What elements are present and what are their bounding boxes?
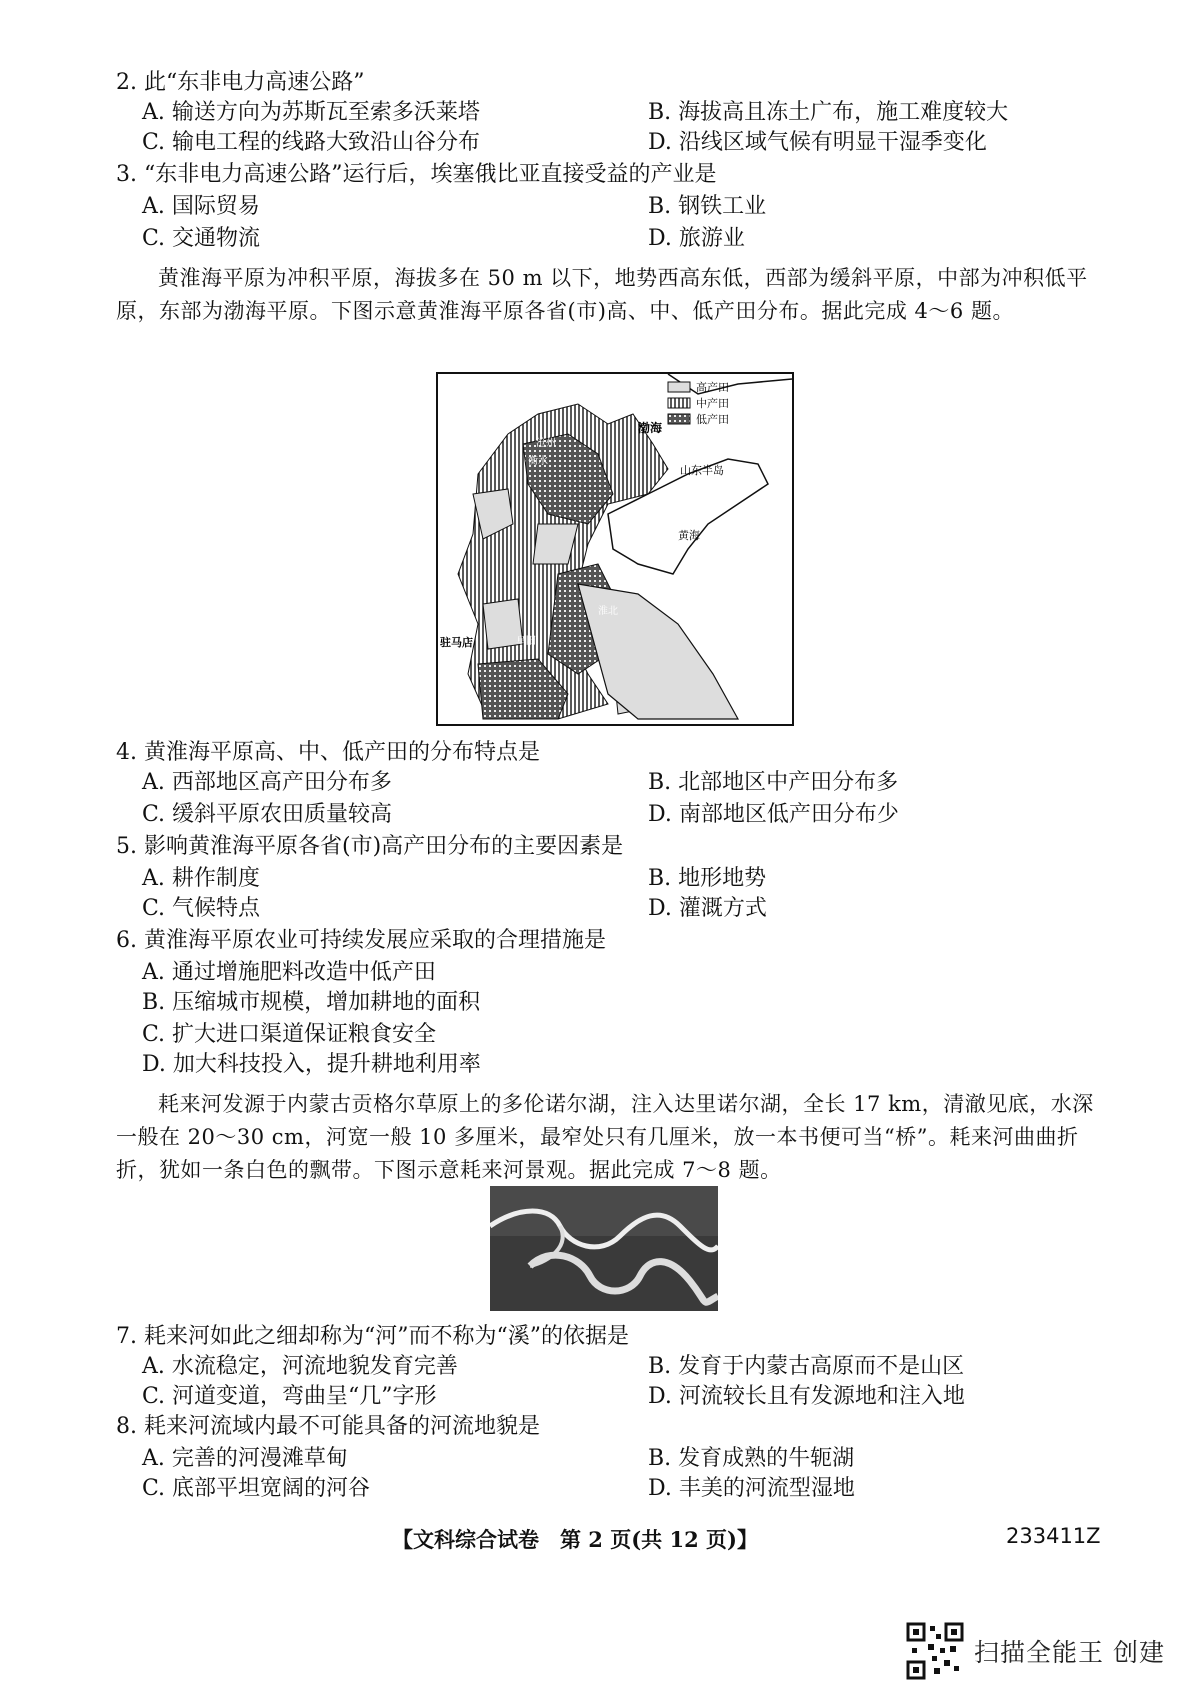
river-photo-svg	[490, 1186, 718, 1311]
page-footer-title: 【文科综合试卷 第 2 页(共 12 页)】	[392, 1527, 758, 1552]
scanner-caption: 扫描全能王 创建	[974, 1638, 1165, 1667]
scanner-watermark	[906, 1622, 1165, 1680]
question-6-option-d: D. 加大科技投入，提升耕地利用率	[142, 1052, 481, 1077]
label-bohai: 渤海	[638, 421, 663, 435]
question-7-option-a: A. 水流稳定，河流地貌发育完善	[142, 1354, 458, 1379]
legend-high: 高产田	[696, 381, 729, 394]
farmland-distribution-map	[436, 372, 794, 726]
passage-huanghuaihai: 黄淮海平原为冲积平原，海拔多在 50 m 以下，地势西高东低，西部为缓斜平原，中部为冲积低平原，东部为渤海平原。下图示意黄淮海平原各省(市)高、中、低产田分布。据此完成 4～6 题。	[116, 266, 1088, 323]
legend-mid: 中产田	[696, 397, 729, 410]
haolai-river-photo	[490, 1186, 718, 1311]
label-huaibei: 淮北	[598, 606, 618, 617]
question-6-stem: 6. 黄淮海平原农业可持续发展应采取的合理措施是	[116, 928, 606, 953]
label-fuyang: 阜阳	[516, 636, 536, 647]
question-8-option-a: A. 完善的河漫滩草甸	[142, 1446, 348, 1471]
label-cangzhou: 沧州	[536, 438, 556, 449]
question-3-option-c: C. 交通物流	[142, 226, 261, 251]
question-6-option-b: B. 压缩城市规模，增加耕地的面积	[142, 990, 481, 1015]
question-2-option-b: B. 海拔高且冻土广布，施工难度较大	[648, 100, 1009, 125]
question-5-option-a: A. 耕作制度	[142, 866, 260, 891]
question-4-option-c: C. 缓斜平原农田质量较高	[142, 802, 393, 827]
question-2-stem: 2. 此“东非电力高速公路”	[116, 70, 365, 95]
question-7-option-b: B. 发育于内蒙古高原而不是山区	[648, 1354, 965, 1379]
question-2-option-c: C. 输电工程的线路大致沿山谷分布	[142, 130, 481, 155]
label-zhumadian: 驻马店	[440, 636, 473, 649]
question-2-option-d: D. 沿线区域气候有明显干湿季变化	[648, 130, 987, 155]
question-4-option-d: D. 南部地区低产田分布少	[648, 802, 899, 827]
question-7-option-d: D. 河流较长且有发源地和注入地	[648, 1384, 965, 1409]
question-8-stem: 8. 耗来河流域内最不可能具备的河流地貌是	[116, 1414, 540, 1439]
question-8-option-b: B. 发育成熟的牛轭湖	[648, 1446, 855, 1471]
question-7-stem: 7. 耗来河如此之细却称为“河”而不称为“溪”的依据是	[116, 1324, 629, 1349]
label-huanghai: 黄海	[678, 529, 700, 542]
question-5-stem: 5. 影响黄淮海平原各省(市)高产田分布的主要因素是	[116, 834, 624, 859]
passage-haolai-river: 耗来河发源于内蒙古贡格尔草原上的多伦诺尔湖，注入达里诺尔湖，全长 17 km，清澈见底，水深一般在 20～30 cm，河宽一般 10 多厘米，最窄处只有几厘米，放一本书便可当“桥”。耗来河曲曲折折，犹如一条白色的飘带。下图示意耗来河景观。据此完成 7～8 题。	[116, 1092, 1094, 1182]
legend-low: 低产田	[696, 413, 729, 426]
label-hengshui: 衡水	[528, 456, 548, 467]
question-5-option-c: C. 气候特点	[142, 896, 261, 921]
question-6-option-c: C. 扩大进口渠道保证粮食安全	[142, 1022, 437, 1047]
question-8-option-c: C. 底部平坦宽阔的河谷	[142, 1476, 371, 1501]
question-4-stem: 4. 黄淮海平原高、中、低产田的分布特点是	[116, 740, 540, 765]
question-3-option-b: B. 钢铁工业	[648, 194, 767, 219]
question-8-option-d: D. 丰美的河流型湿地	[648, 1476, 855, 1501]
qr-code-icon	[906, 1622, 964, 1680]
question-5-option-d: D. 灌溉方式	[648, 896, 767, 921]
question-3-option-d: D. 旅游业	[648, 226, 745, 251]
question-3-option-a: A. 国际贸易	[142, 194, 260, 219]
question-7-option-c: C. 河道变道，弯曲呈“几”字形	[142, 1384, 437, 1409]
paper-code: 233411Z	[1006, 1524, 1101, 1548]
question-4-option-a: A. 西部地区高产田分布多	[142, 770, 392, 795]
map-svg	[438, 374, 792, 724]
question-3-stem: 3. “东非电力高速公路”运行后，埃塞俄比亚直接受益的产业是	[116, 162, 717, 187]
question-2-option-a: A. 输送方向为苏斯瓦至索多沃莱塔	[142, 100, 480, 125]
label-shandong: 山东半岛	[680, 464, 724, 477]
question-6-option-a: A. 通过增施肥料改造中低产田	[142, 960, 436, 985]
question-5-option-b: B. 地形地势	[648, 866, 767, 891]
question-4-option-b: B. 北部地区中产田分布多	[648, 770, 899, 795]
